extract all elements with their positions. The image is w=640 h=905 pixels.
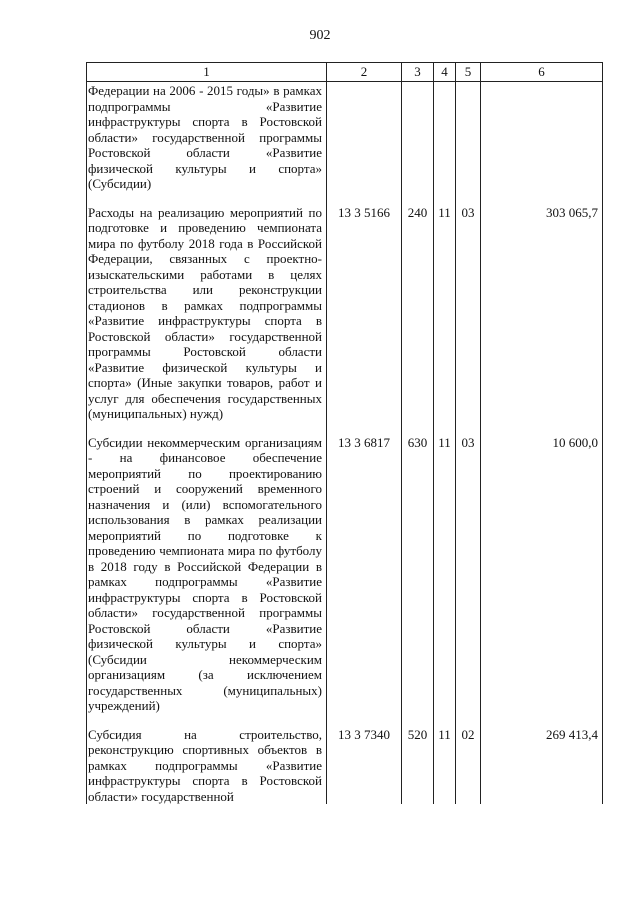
row-expense-type: 520 <box>402 726 434 805</box>
table-row <box>87 434 603 726</box>
row-section: 11 <box>434 434 456 726</box>
row-target-code: 13 3 6817 <box>327 434 402 726</box>
row-section: 11 <box>434 726 456 805</box>
row-subsection: 03 <box>456 434 481 726</box>
table-header <box>87 63 603 82</box>
row-expense-type <box>402 82 434 204</box>
row-amount: 269 413,4 <box>481 726 603 805</box>
header-col-3: 3 <box>402 63 434 82</box>
header-row <box>87 63 603 82</box>
row-amount <box>481 82 603 204</box>
row-amount: 303 065,7 <box>481 204 603 434</box>
row-section <box>434 82 456 204</box>
row-expense-type: 240 <box>402 204 434 434</box>
row-description: Федерации на 2006 - 2015 годы» в рамках подпрограммы «Развитие инфраструктуры спорта в Ростовской области» государственной программы Ростовской области «Развитие физической культуры и спорта» (Субсидии) <box>87 82 327 204</box>
row-description: Расходы на реализацию мероприятий по подготовке и проведению чемпионата мира по футболу 2018 года в Российской Федерации, связанных с проектно-изыскательскими работами в целях строительства или реконструкции стадионов в рамках подпрограммы «Развитие инфраструктуры спорта в Ростовской области» государственной программы Ростовской области «Развитие физической культуры и спорта» (Иные закупки товаров, работ и услуг для обеспечения государственных (муниципальных) нужд) <box>87 204 327 434</box>
budget-table <box>86 62 603 804</box>
row-target-code <box>327 82 402 204</box>
header-col-4: 4 <box>434 63 456 82</box>
row-description: Субсидия на строительство, реконструкцию спортивных объектов в рамках подпрограммы «Развитие инфраструктуры спорта в Ростовской области» государственной <box>87 726 327 805</box>
row-subsection <box>456 82 481 204</box>
page-number: 902 <box>309 28 331 43</box>
table-row <box>87 204 603 434</box>
table-row <box>87 82 603 204</box>
row-section: 11 <box>434 204 456 434</box>
row-subsection: 02 <box>456 726 481 805</box>
header-col-6: 6 <box>481 63 603 82</box>
header-col-5: 5 <box>456 63 481 82</box>
table-body <box>87 82 603 805</box>
row-expense-type: 630 <box>402 434 434 726</box>
row-description: Субсидии некоммерческим организациям - на финансовое обеспечение мероприятий по проектированию строений и сооружений временного назначения и (или) вспомогательного использования в рамках реализации мероприятий по подготовке к проведению чемпионата мира по футболу в 2018 году в Российской Федерации в рамках подпрограммы «Развитие инфраструктуры спорта в Ростовской области» государственной программы Ростовской области «Развитие физической культуры и спорта» (Субсидии некоммерческим организациям (за исключением государственных (муниципальных) учреждений) <box>87 434 327 726</box>
row-subsection: 03 <box>456 204 481 434</box>
header-col-2: 2 <box>327 63 402 82</box>
table-row <box>87 726 603 805</box>
row-amount: 10 600,0 <box>481 434 603 726</box>
row-target-code: 13 3 7340 <box>327 726 402 805</box>
row-target-code: 13 3 5166 <box>327 204 402 434</box>
header-col-1: 1 <box>87 63 327 82</box>
